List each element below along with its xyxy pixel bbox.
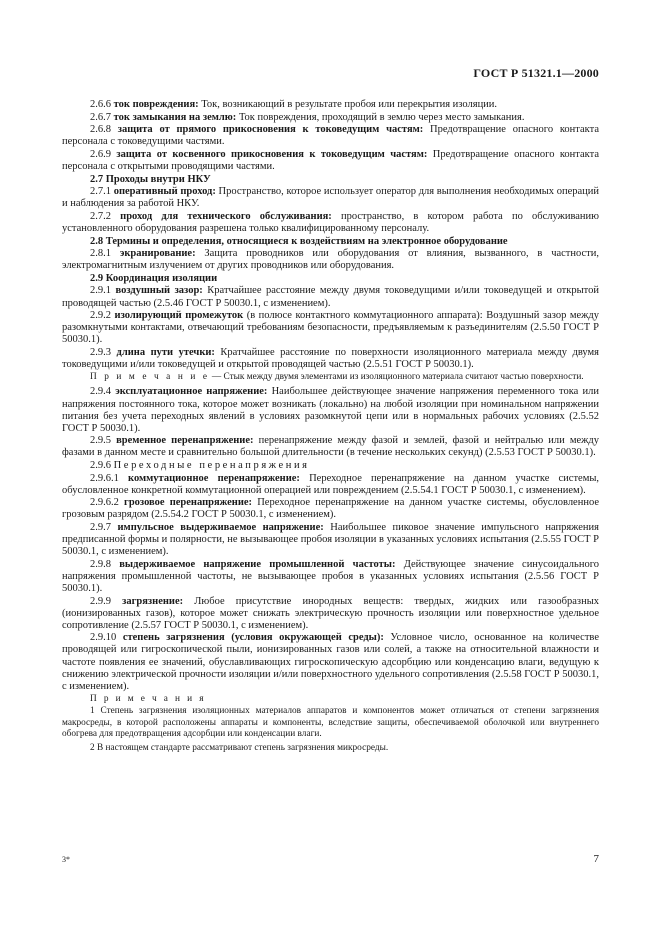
- defined-term: эксплуатационное напряжение:: [115, 386, 268, 398]
- defined-term: загрязнение:: [122, 595, 184, 607]
- clause-number: 2.8: [90, 235, 104, 247]
- footer-signature-mark: 3*: [62, 855, 70, 864]
- clause-number: 2.9: [90, 272, 104, 284]
- definition-paragraph: [62, 99, 599, 111]
- clause-number: 2.7: [90, 173, 104, 185]
- definition-text: Ток, возникающий в результате пробоя или перекрытия изоляции.: [198, 99, 498, 110]
- document-code-header: ГОСТ Р 51321.1—2000: [473, 66, 599, 80]
- definition-text: (в полюсе контактного коммутационного аппарата): Воздушный зазор между разомкнутыми контактами, отвечающий требованиям безопасности, предъявляемым к разъединителям (2.5.50 ГОСТ Р 50030.1).: [62, 310, 599, 346]
- defined-term: защита от прямого прикосновения к токоведущим частям:: [117, 124, 424, 136]
- defined-term: экранирование:: [119, 248, 196, 260]
- defined-term: оперативный проход:: [113, 186, 216, 198]
- defined-term: временное перенапряжение:: [116, 435, 254, 447]
- definition-paragraph: [62, 124, 599, 148]
- clause-number: 2.9.10: [90, 632, 117, 644]
- page-number: 7: [593, 853, 599, 865]
- definition-paragraph: [62, 559, 599, 595]
- clause-number: 2.9.3: [90, 346, 111, 358]
- definition-text: пространство, в котором работа по обслуживанию установленного оборудования разрешена только квалифицированному персоналу.: [62, 210, 600, 234]
- definition-text: Переходное перенапряжение на данном участке системы, обусловленное конкретной коммутационной операцией или повреждением (2.5.54.1 ГОСТ Р 50030.1, с изменением).: [62, 472, 600, 496]
- clause-number: 2.9.7: [90, 522, 111, 533]
- clause-number: 2.9.5: [90, 435, 111, 447]
- defined-term: выдерживаемое напряжение промышленной частоты:: [119, 558, 396, 570]
- clause-number: 2.6.9: [90, 148, 111, 160]
- note-label: П р и м е ч а н и е: [90, 372, 210, 383]
- clause-number: 2.6.6: [90, 99, 111, 110]
- note-item: 1 Степень загрязнения изоляционных материалов аппаратов и компонентов может отличаться от степени загрязнения макросреды, в которой расположены аппараты и компоненты, вследствие защиты, обеспечиваемой оболочкой или внутреннего обогрева для предотвращения адсорбции или конденсации влаги.: [62, 706, 599, 740]
- clause-number: 2.6.8: [90, 124, 111, 136]
- definition-paragraph: [62, 347, 599, 371]
- subsection-title: Переходные перенапряжения: [113, 460, 310, 472]
- definition-paragraph: [62, 112, 599, 124]
- clause-number: 2.6.7: [90, 111, 111, 123]
- clause-number: 2.7.2: [90, 210, 111, 222]
- defined-term: ток замыкания на землю:: [113, 111, 237, 123]
- clause-number: 2.9.1: [90, 285, 111, 297]
- clause-number: 2.9.4: [90, 386, 111, 398]
- definition-paragraph: [62, 596, 599, 632]
- clause-number: 2.9.6: [90, 460, 111, 472]
- section-title: Проходы внутри НКУ: [105, 173, 211, 185]
- clause-number: 2.9.8: [90, 558, 111, 570]
- definition-text: Ток повреждения, проходящий в землю через место замыкания.: [236, 111, 525, 123]
- definition-paragraph: [62, 435, 599, 459]
- note-paragraph: [62, 372, 599, 383]
- definition-paragraph: [62, 186, 599, 210]
- section-heading: [62, 273, 599, 285]
- defined-term: длина пути утечки:: [116, 346, 215, 358]
- defined-term: защита от косвенного прикосновения к токоведущим частям:: [116, 148, 428, 160]
- definition-text: Защита проводников или оборудования от влияния, вызванного, в частности, электромагнитным излучением от других проводников или оборудования.: [62, 248, 600, 272]
- definition-paragraph: [62, 522, 599, 558]
- defined-term: ток повреждения:: [113, 99, 199, 110]
- definition-text: Действующее значение синусоидального напряжения промышленной частоты, не вызывающее пробоя в указанных условиях испытания (2.5.56 ГОСТ Р 50030.1).: [62, 558, 599, 594]
- definition-text: Наибольшее действующее значение напряжения переменного тока или напряжения постоянного тока, которое может возникать (локально) на любой изоляции при номинальном напряжении питания без учета переходных явлений в условиях разомкнутой цепи или в нормальных рабочих условиях (2.5.52 ГОСТ Р 50030.1).: [62, 386, 599, 434]
- section-title: Термины и определения, относящиеся к воздействиям на электронное оборудование: [105, 235, 508, 247]
- note-item: 2 В настоящем стандарте рассматривают степень загрязнения микросреды.: [90, 743, 389, 754]
- defined-term: степень загрязнения (условия окружающей среды):: [122, 632, 384, 644]
- definition-paragraph: [62, 285, 599, 309]
- definition-text: Условное число, основанное на количестве проводящей или гигроскопической пыли, ионизированных газов или солей, а также на относительной влажности и частоте появления ее значений, обуславливающих гигроскопическую адсорбцию или конденсацию влаги, ведущую к снижению электрической прочности изоляции и/или поверхностного удельного сопротивления (2.5.58 ГОСТ Р 50030.1, с изменением).: [62, 632, 599, 692]
- section-title: Координация изоляции: [105, 272, 218, 284]
- definition-text: Предотвращение опасного контакта персонала с токоведущими частями.: [62, 124, 599, 148]
- definition-paragraph: [62, 473, 599, 497]
- defined-term: импульсное выдерживаемое напряжение:: [117, 522, 324, 533]
- definition-text: Пространство, которое использует оператор для выполнения необходимых операций и наблюдения за работой НКУ.: [62, 186, 600, 210]
- defined-term: изолирующий промежуток: [114, 310, 244, 322]
- definition-text: Наибольшее пиковое значение импульсного напряжения предписанной формы и полярности, не вызывающее пробоя изоляции в указанных условиях испытания (2.5.55 ГОСТ Р 50030.1, с изменением).: [62, 522, 600, 558]
- notes-heading: П р и м е ч а н и я: [90, 693, 206, 704]
- clause-number: 2.9.2: [90, 310, 111, 322]
- definition-paragraph: [62, 310, 599, 346]
- defined-term: проход для технического обслуживания:: [120, 210, 332, 222]
- definition-paragraph: [62, 386, 599, 434]
- definition-paragraph: [62, 248, 599, 272]
- definition-paragraph: [62, 497, 599, 521]
- document-body: [62, 99, 599, 758]
- defined-term: грозовое перенапряжение:: [124, 497, 253, 509]
- defined-term: коммутационное перенапряжение:: [128, 472, 300, 484]
- definition-paragraph: [62, 460, 599, 472]
- clause-number: 2.7.1: [90, 186, 111, 198]
- clause-number: 2.9.6.2: [90, 497, 119, 509]
- definition-text: перенапряжение между фазой и землей, фазой и нейтралью или между фазами в данном месте и сравнительно большой длительности (в течение нескольких секунд) (2.5.53 ГОСТ Р 50030.1).: [62, 435, 600, 459]
- definition-paragraph: [62, 211, 599, 235]
- definition-text: Кратчайшее расстояние между двумя токоведущими и/или токоведущей и открытой проводящей частью (2.5.46 ГОСТ Р 50030.1, с изменением).: [62, 285, 599, 309]
- note-text: — Стык между двумя элементами из изоляционного материала считают частью поверхности.: [209, 372, 584, 383]
- section-heading: [62, 174, 599, 186]
- clause-number: 2.9.6.1: [90, 472, 119, 484]
- defined-term: воздушный зазор:: [115, 285, 203, 297]
- definition-text: Любое присутствие инородных веществ: твердых, жидких или газообразных (ионизированных газов), которое может снижать электрическую прочность изоляции или поверхностное удельное сопротивление (2.5.57 ГОСТ Р 50030.1, с изменением).: [62, 595, 599, 631]
- definition-text: Кратчайшее расстояние по поверхности изоляционного материала между двумя токоведущими и/или токоведущей и открытой проводящей частью (2.5.51 ГОСТ Р 50030.1).: [62, 346, 599, 370]
- definition-paragraph: [62, 632, 599, 692]
- clause-number: 2.8.1: [90, 248, 111, 260]
- definition-text: Переходное перенапряжение на данном участке системы, обусловленное грозовым разрядом (2.5.54.2 ГОСТ Р 50030.1, с изменением).: [62, 497, 599, 521]
- section-heading: [62, 236, 599, 248]
- clause-number: 2.9.9: [90, 595, 111, 607]
- definition-text: Предотвращение опасного контакта персонала с открытыми проводящими частями.: [62, 148, 600, 172]
- definition-paragraph: [62, 149, 599, 173]
